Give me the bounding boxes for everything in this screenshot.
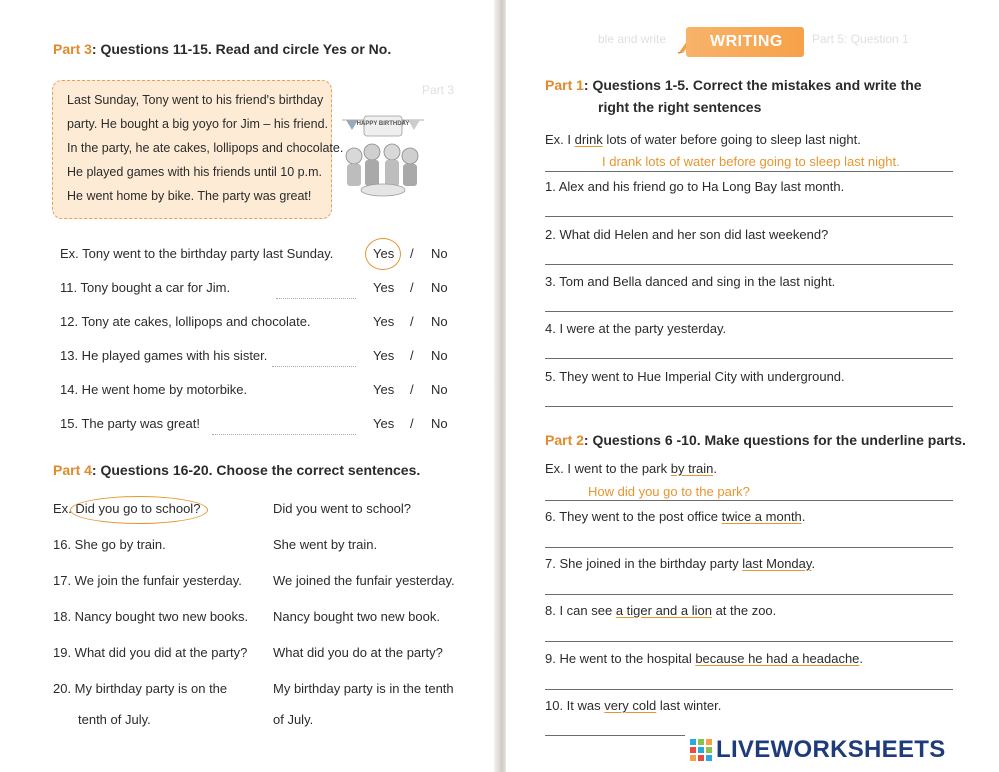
choice-a-continued: tenth of July.	[78, 712, 151, 727]
bleed-text-part: Part 5: Question 1	[812, 32, 909, 46]
part4-heading	[53, 462, 420, 478]
logo-grid-icon	[690, 739, 712, 761]
question-text: 10. It was	[545, 698, 605, 713]
underlined-part: a tiger and a lion	[615, 603, 712, 618]
choice-a[interactable]: 16. She go by train.	[53, 537, 166, 552]
choice-b[interactable]: She went by train.	[273, 537, 378, 552]
answer-line[interactable]	[545, 641, 953, 642]
mistake-word: drink	[574, 132, 603, 147]
question-item: 5. They went to Hue Imperial City with underground.	[545, 369, 845, 384]
example-text: lots of water before going to sleep last night.	[602, 132, 861, 147]
underlined-part: last Monday	[742, 556, 812, 571]
question-text: at the zoo.	[711, 603, 777, 618]
no-option[interactable]: No	[431, 246, 448, 261]
story-line: He went home by bike. The party was great!	[67, 189, 312, 203]
no-option[interactable]: No	[431, 314, 448, 329]
answer-line[interactable]	[545, 547, 953, 548]
choice-b-continued: of July.	[273, 712, 314, 727]
choice-b[interactable]: Nancy bought two new book.	[273, 609, 440, 624]
question-item: 1. Alex and his friend go to Ha Long Bay last month.	[545, 179, 845, 194]
yesno-question: 11. Tony bought a car for Jim.	[60, 280, 231, 295]
part3-title: : Questions 11-15. Read and circle Yes or No.	[91, 41, 392, 57]
part1-title: : Questions 1-5. Correct the mistakes and write the	[583, 77, 922, 93]
answer-line[interactable]	[545, 311, 953, 312]
story-line: He played games with his friends until 10 p.m.	[67, 165, 322, 179]
answer-line[interactable]	[545, 264, 953, 265]
story-box	[52, 80, 344, 219]
slash: /	[410, 348, 414, 363]
yesno-question: Ex. Tony went to the birthday party last Sunday.	[60, 246, 334, 261]
choice-b[interactable]: Did you went to school?	[273, 501, 412, 516]
slash: /	[410, 416, 414, 431]
yesno-question: 15. The party was great!	[60, 416, 200, 431]
answer-line[interactable]	[545, 594, 953, 595]
underlined-part: because he had a headache	[695, 651, 860, 666]
slash: /	[410, 382, 414, 397]
yesno-question: 14. He went home by motorbike.	[60, 382, 248, 397]
story-line: Last Sunday, Tony went to his friend's birthday	[67, 93, 324, 107]
part3-label: Part 3	[53, 41, 92, 57]
slash: /	[410, 280, 414, 295]
yes-option[interactable]: Yes	[373, 382, 395, 397]
banner-text: HAPPY BIRTHDAY	[356, 121, 410, 127]
question-text: .	[801, 509, 806, 524]
answer-line	[545, 171, 953, 172]
example-answer: How did you go to the park?	[588, 484, 750, 499]
logo-text: LIVEWORKSHEETS	[716, 736, 946, 763]
yes-option[interactable]: Yes	[373, 348, 395, 363]
question-item: 3. Tom and Bella danced and sing in the last night.	[545, 274, 836, 289]
question-text: 9. He went to the hospital	[545, 651, 696, 666]
question-text: last winter.	[656, 698, 722, 713]
birthday-party-illustration	[338, 112, 428, 202]
dotted-line	[212, 434, 356, 435]
question-text: 6. They went to the post office	[545, 509, 722, 524]
underlined-part: twice a month	[721, 509, 802, 524]
writing-label: WRITING	[710, 33, 783, 50]
part1-heading	[545, 77, 922, 93]
answer-circle	[70, 496, 208, 524]
question-item	[545, 556, 815, 571]
question-text: .	[859, 651, 864, 666]
writing-tab	[686, 27, 804, 57]
choice-a[interactable]: 18. Nancy bought two new books.	[53, 609, 249, 624]
answer-circle	[365, 238, 401, 270]
choice-a[interactable]: 19. What did you did at the party?	[53, 645, 248, 660]
bleed-text	[812, 32, 909, 46]
part4-label: Part 4	[53, 462, 92, 478]
question-item	[545, 603, 776, 618]
underlined-part: very cold	[604, 698, 657, 713]
question-item: 4. I were at the party yesterday.	[545, 321, 727, 336]
answer-line[interactable]	[545, 406, 953, 407]
story-line: party. He bought a big yoyo for Jim – his friend.	[67, 117, 329, 131]
part2-heading	[545, 432, 966, 448]
no-option[interactable]: No	[431, 416, 448, 431]
example-sentence	[545, 461, 717, 476]
question-text: 7. She joined in the birthday party	[545, 556, 743, 571]
dotted-line	[272, 366, 356, 367]
answer-line	[545, 500, 953, 501]
part1-label: Part 1	[545, 77, 584, 93]
part4-title: : Questions 16-20. Choose the correct sentences.	[91, 462, 421, 478]
answer-line[interactable]	[545, 358, 953, 359]
choice-a[interactable]: 20. My birthday party is on the	[53, 681, 228, 696]
choice-b[interactable]: We joined the funfair yesterday.	[273, 573, 455, 588]
choice-a[interactable]: 17. We join the funfair yesterday.	[53, 573, 242, 588]
story-line: In the party, he ate cakes, lollipops and chocolate.	[67, 141, 344, 155]
slash: /	[410, 246, 414, 261]
choice-b[interactable]: What did you do at the party?	[273, 645, 443, 660]
liveworksheets-logo[interactable]	[690, 737, 946, 763]
choice-a[interactable]: Ex. Did you go to school?	[53, 501, 201, 516]
bleed-text-part: ble and write	[598, 32, 667, 46]
question-item: 2. What did Helen and her son did last weekend?	[545, 227, 829, 242]
question-text: 8. I can see	[545, 603, 616, 618]
question-item	[545, 651, 863, 666]
choice-b[interactable]: My birthday party is in the tenth	[273, 681, 454, 696]
no-option[interactable]: No	[431, 382, 448, 397]
answer-line[interactable]	[545, 216, 953, 217]
slash: /	[410, 314, 414, 329]
bleed-text: Part 3	[422, 83, 455, 97]
no-option[interactable]: No	[431, 280, 448, 295]
part2-title: : Questions 6 -10. Make questions for the underline parts.	[583, 432, 966, 448]
example-text: Ex. I	[545, 132, 575, 147]
part2-label: Part 2	[545, 432, 584, 448]
yes-option[interactable]: Yes	[373, 416, 395, 431]
question-item	[545, 509, 805, 524]
underlined-part: by train	[670, 461, 714, 476]
part3-heading	[53, 41, 391, 57]
dotted-line	[276, 298, 356, 299]
example-text: .	[713, 461, 717, 476]
yesno-question: 13. He played games with his sister.	[60, 348, 268, 363]
yesno-question: 12. Tony ate cakes, lollipops and chocolate.	[60, 314, 311, 329]
question-text: .	[811, 556, 816, 571]
yes-option[interactable]: Yes	[373, 314, 395, 329]
example-answer: I drank lots of water before going to sleep last night.	[602, 154, 900, 169]
question-item	[545, 698, 721, 713]
yes-option[interactable]: Yes	[373, 280, 395, 295]
example-text: Ex. I went to the park	[545, 461, 671, 476]
answer-line[interactable]	[545, 689, 953, 690]
yes-option[interactable]: Yes	[373, 246, 395, 261]
bleed-text	[598, 32, 666, 46]
answer-line[interactable]	[545, 735, 685, 736]
example-sentence	[545, 132, 861, 147]
part1-heading-line2: right the right sentences	[598, 99, 762, 115]
no-option[interactable]: No	[431, 348, 448, 363]
